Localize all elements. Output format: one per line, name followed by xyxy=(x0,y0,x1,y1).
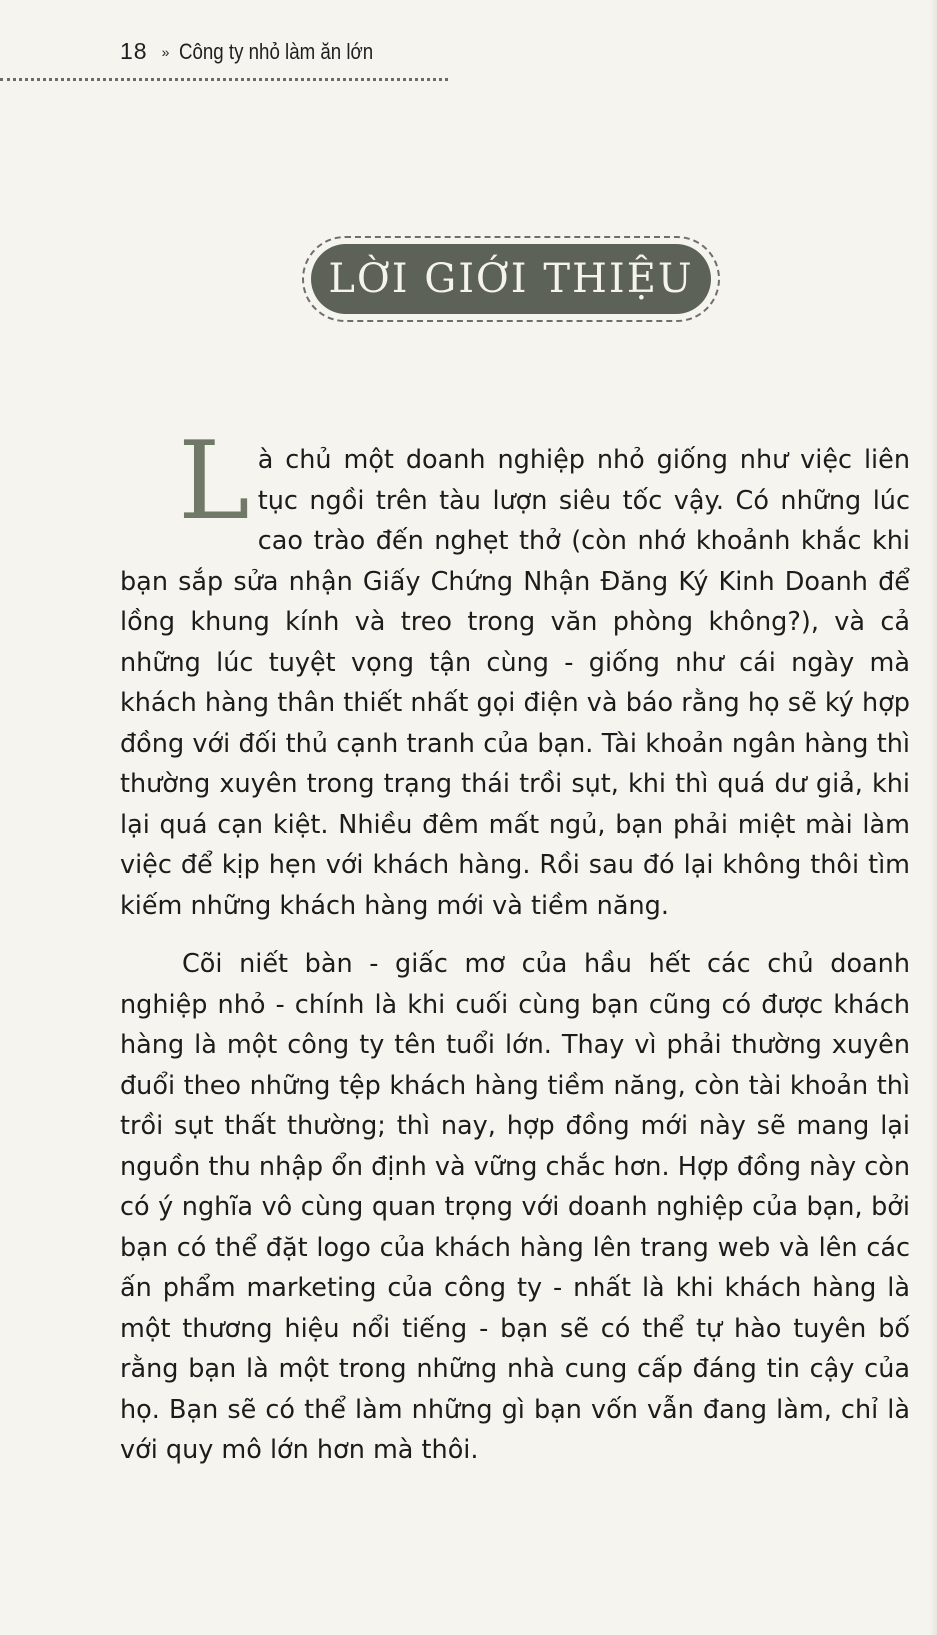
section-title-badge xyxy=(302,236,720,322)
running-header xyxy=(120,38,408,65)
drop-cap: L xyxy=(178,419,250,544)
section-title: LỜI GIỚI THIỆU xyxy=(328,256,694,302)
page-number: 18 xyxy=(120,38,148,64)
double-arrow-icon: » xyxy=(161,43,168,60)
section-title-pill xyxy=(311,244,711,314)
paragraph-2: Cõi niết bàn - giấc mơ của hầu hết các chủ doanh nghiệp nhỏ - chính là khi cuối cùng bạn cũng có được khách hàng là một công ty tên tuổi lớn. Thay vì phải thường xuyên đuổi theo những tệp khách hàng tiềm năng, còn tài khoản thì trồi sụt thất thường; thì nay, hợp đồng mới này sẽ mang lại nguồn thu nhập ổn định và vững chắc hơn. Hợp đồng này còn có ý nghĩa vô cùng quan trọng với doanh nghiệp của bạn, bởi bạn có thể đặt logo của khách hàng lên trang web và lên các ấn phẩm marketing của công ty - nhất là khi khách hàng là một thương hiệu nổi tiếng - bạn sẽ có thể tự hào tuyên bố rằng bạn là một trong những nhà cung cấp đáng tin cậy của họ. Bạn sẽ có thể làm những gì bạn vốn vẫn đang làm, chỉ là với quy mô lớn hơn mà thôi. xyxy=(120,949,910,1465)
book-title: Công ty nhỏ làm ăn lớn xyxy=(179,38,374,64)
body-text xyxy=(120,419,910,1471)
header-dotted-rule xyxy=(0,78,448,81)
page-spine-shadow xyxy=(929,0,937,1635)
paragraph-1 xyxy=(120,419,910,926)
paragraph-1-text: à chủ một doanh nghiệp nhỏ giống như việc liên tục ngồi trên tàu lượn siêu tốc vậy. Có những lúc cao trào đến nghẹt thở (còn nhớ khoảnh khắc khi bạn sắp sửa nhận Giấy Chứng Nhận Đăng Ký Kinh Doanh để lồng khung kính và treo trong văn phòng không?), và cả những lúc tuyệt vọng tận cùng - giống như cái ngày mà khách hàng thân thiết nhất gọi điện và báo rằng họ sẽ ký hợp đồng với đối thủ cạnh tranh của bạn. Tài khoản ngân hàng thì thường xuyên trong trạng thái trồi sụt, khi thì quá dư giả, khi lại quá cạn kiệt. Nhiều đêm mất ngủ, bạn phải miệt mài làm việc để kịp hẹn với khách hàng. Rồi sau đó lại không thôi tìm kiếm những khách hàng mới và tiềm năng. xyxy=(120,445,910,921)
